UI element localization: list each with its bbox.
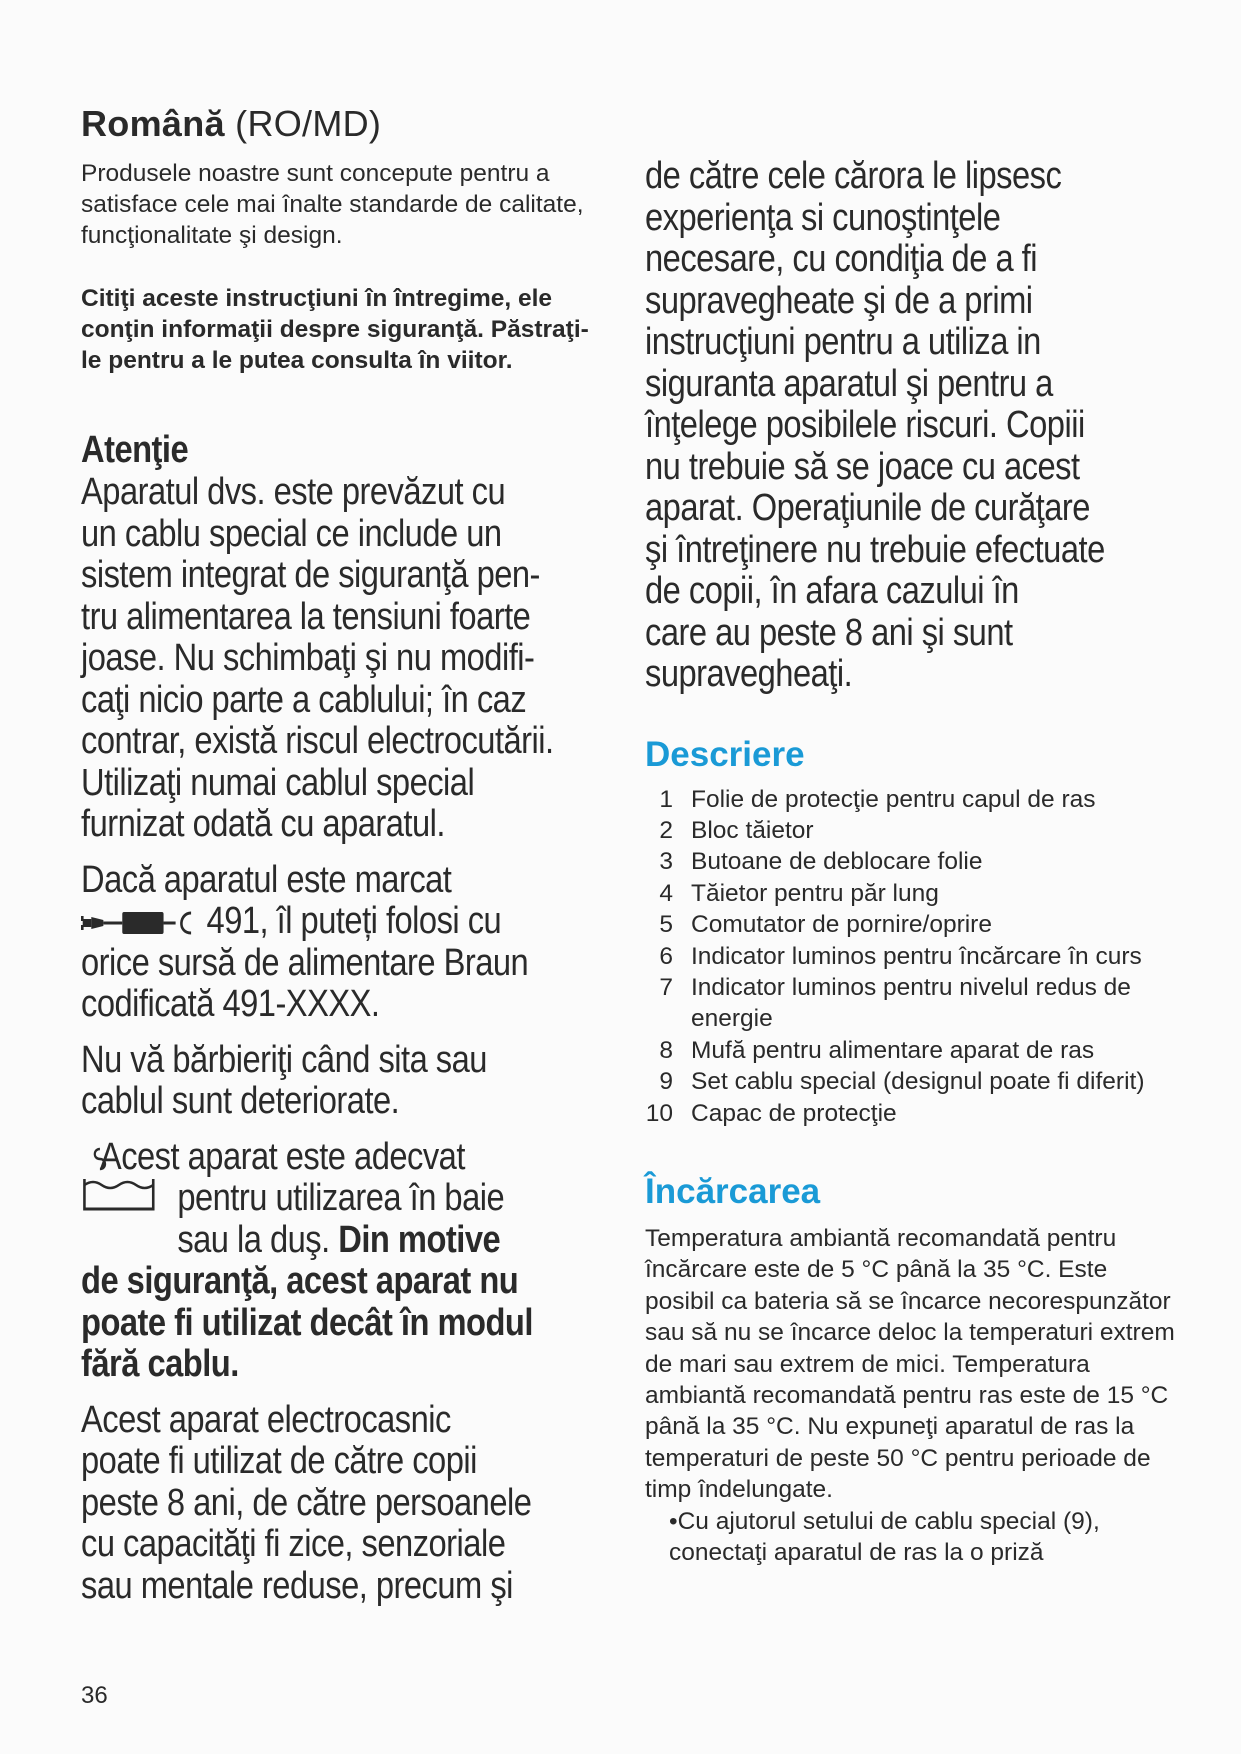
bath-line-normal: sau la duş. xyxy=(177,1218,330,1261)
description-heading: Descriere xyxy=(645,734,805,774)
bath-bold-line: poate fi utilizat decât în modul xyxy=(81,1301,533,1344)
marked-line: Dacă aparatul este marcat xyxy=(81,858,452,901)
bath-bold-line: fără cablu. xyxy=(81,1343,239,1385)
damaged-line: Nu vă bărbieriţi când sita sau xyxy=(81,1038,487,1081)
children-cont-line: şi întreţinere nu trebuie efectuate xyxy=(645,528,1105,571)
left-column xyxy=(81,102,606,1607)
item-number: 9 xyxy=(659,1068,673,1096)
list-item xyxy=(645,878,1175,909)
charging-paragraph: Temperatura ambiantă recomandată pentru încărcare este de 5 °C până la 35 °C. Este posibil ca bateria să se încarce necorespunzător sau să nu se încarce deloc la temperaturi extrem de mari sau extrem de mici. Temperatura ambiantă recomandată pentru ras este de 15 °C până la 35 °C. Nu expuneţi aparatul de ras la temperaturi de peste 50 °C pentru perioade de timp îndelungate. xyxy=(645,1224,1175,1504)
language-name: Română xyxy=(81,103,225,144)
list-item xyxy=(645,941,1175,972)
intro-paragraph: Produsele noastre sunt concepute pentru a satisface cele mai înalte standarde de calitate, funcţionalitate şi design. xyxy=(81,160,584,249)
item-text: Mufă pentru alimentare aparat de ras xyxy=(691,1036,1095,1064)
item-text: Capac de protecţie xyxy=(691,1099,897,1127)
marked-after-symbol: 491, îl puteți folosi cu xyxy=(206,900,502,942)
bath-paragraph xyxy=(81,1137,605,1386)
list-item xyxy=(645,1066,1175,1097)
attention-line: Utilizaţi numai cablul special xyxy=(81,761,475,804)
item-text: Tăietor pentru păr lung xyxy=(691,879,939,907)
bath-line: Acest aparat este adecvat xyxy=(99,1135,465,1178)
children-line: peste 8 ani, de către persoanele xyxy=(81,1481,532,1524)
attention-line: contrar, există riscul electrocutării. xyxy=(81,720,554,762)
children-cont-line: înţelege posibilele riscuri. Copiii xyxy=(645,404,1085,446)
bath-bold-line: de siguranţă, acest aparat nu xyxy=(81,1260,519,1302)
children-cont-line: nu trebuie să se joace cu acest xyxy=(645,445,1080,488)
attention-line: sistem integrat de siguranţă pen- xyxy=(81,554,540,596)
marked-line: orice sursă de alimentare Braun xyxy=(81,941,529,984)
children-cont-line: supravegheaţi. xyxy=(645,653,853,695)
page-title xyxy=(81,102,606,146)
children-line: poate fi utilizat de către copii xyxy=(81,1440,477,1482)
children-cont-line: supravegheate şi de a primi xyxy=(645,279,1033,322)
list-item xyxy=(645,784,1175,815)
marked-paragraph xyxy=(81,860,605,1026)
attention-line: caţi nicio parte a cablului; în caz xyxy=(81,678,527,721)
attention-body xyxy=(81,472,605,846)
item-text: Folie de protecţie pentru capul de ras xyxy=(691,785,1096,813)
list-item xyxy=(645,1035,1175,1066)
item-number: 7 xyxy=(659,973,673,1001)
children-cont-line: siguranta aparatul şi pentru a xyxy=(645,362,1053,405)
children-cont-line: de copii, în afara cazului în xyxy=(645,570,1019,612)
item-text: Indicator luminos pentru nivelul redus de energie xyxy=(691,973,1131,1033)
children-line: sau mentale reduse, precum şi xyxy=(81,1564,513,1607)
list-item xyxy=(645,815,1175,846)
item-number: 1 xyxy=(659,785,673,813)
item-number: 8 xyxy=(659,1036,673,1064)
item-number: 2 xyxy=(659,816,673,844)
children-cont-line: instrucţiuni pentru a utiliza in xyxy=(645,321,1041,363)
list-item xyxy=(645,909,1175,940)
item-text: Comutator de pornire/oprire xyxy=(691,911,992,939)
list-item xyxy=(645,846,1175,877)
item-text: Indicator luminos pentru încărcare în curs xyxy=(691,942,1142,970)
description-list xyxy=(645,784,1175,1129)
list-item xyxy=(645,1098,1175,1129)
language-code: (RO/MD) xyxy=(235,103,382,144)
attention-line: Aparatul dvs. este prevăzut cu xyxy=(81,471,506,513)
attention-line: joase. Nu schimbaţi şi nu modifi- xyxy=(81,637,535,679)
item-text: Butoane de deblocare folie xyxy=(691,848,983,876)
read-instructions-note: Citiţi aceste instrucţiuni în întregime, ele conţin informaţii despre siguranţă. Păstraţi-le pentru a le putea consulta în viitor. xyxy=(81,285,589,374)
list-item xyxy=(645,972,1175,1035)
attention-line: furnizat odată cu aparatul. xyxy=(81,803,445,845)
children-paragraph xyxy=(81,1400,605,1608)
bath-line xyxy=(81,1220,605,1262)
charging-bullet: •Cu ajutorul setului de cablu special (9), conectaţi aparatul de ras la o priză xyxy=(669,1507,1100,1567)
item-number: 4 xyxy=(659,879,673,907)
attention-line: tru alimentarea la tensiuni foarte xyxy=(81,595,531,638)
item-text: Set cablu special (designul poate fi diferit) xyxy=(691,1068,1145,1096)
item-text: Bloc tăietor xyxy=(691,816,814,844)
page-number: 36 xyxy=(81,1682,108,1709)
power-supply-symbol-icon xyxy=(81,907,201,939)
bath-shower-icon xyxy=(81,1145,160,1215)
item-number: 5 xyxy=(659,911,673,939)
children-line: cu capacităţi fi zice, senzoriale xyxy=(81,1523,506,1565)
damaged-paragraph xyxy=(81,1040,605,1123)
children-cont-line: care au peste 8 ani şi sunt xyxy=(645,611,1013,654)
children-cont-line: experienţa si cunoştinţele xyxy=(645,196,1001,239)
marked-line-symbol xyxy=(81,901,605,943)
damaged-line: cablul sunt deteriorate. xyxy=(81,1080,400,1122)
children-cont-line: aparat. Operaţiunile de curăţare xyxy=(645,487,1090,529)
children-line: Acest aparat electrocasnic xyxy=(81,1398,451,1441)
right-column xyxy=(645,156,1175,1568)
bath-line-bold: Din motive xyxy=(338,1218,501,1261)
item-number: 6 xyxy=(659,942,673,970)
attention-line: un cablu special ce include un xyxy=(81,512,502,555)
bath-line: pentru utilizarea în baie xyxy=(177,1177,505,1219)
item-number: 3 xyxy=(659,848,673,876)
item-number: 10 xyxy=(645,1099,673,1127)
charging-heading: Încărcarea xyxy=(645,1171,821,1211)
children-cont-line: necesare, cu condiţia de a fi xyxy=(645,238,1037,280)
children-continued xyxy=(645,156,1174,696)
attention-heading: Atenţie xyxy=(81,429,189,471)
marked-line: codificată 491-XXXX. xyxy=(81,983,380,1025)
attention-section xyxy=(81,428,606,1607)
children-cont-line: de către cele cărora le lipsesc xyxy=(645,155,1062,197)
